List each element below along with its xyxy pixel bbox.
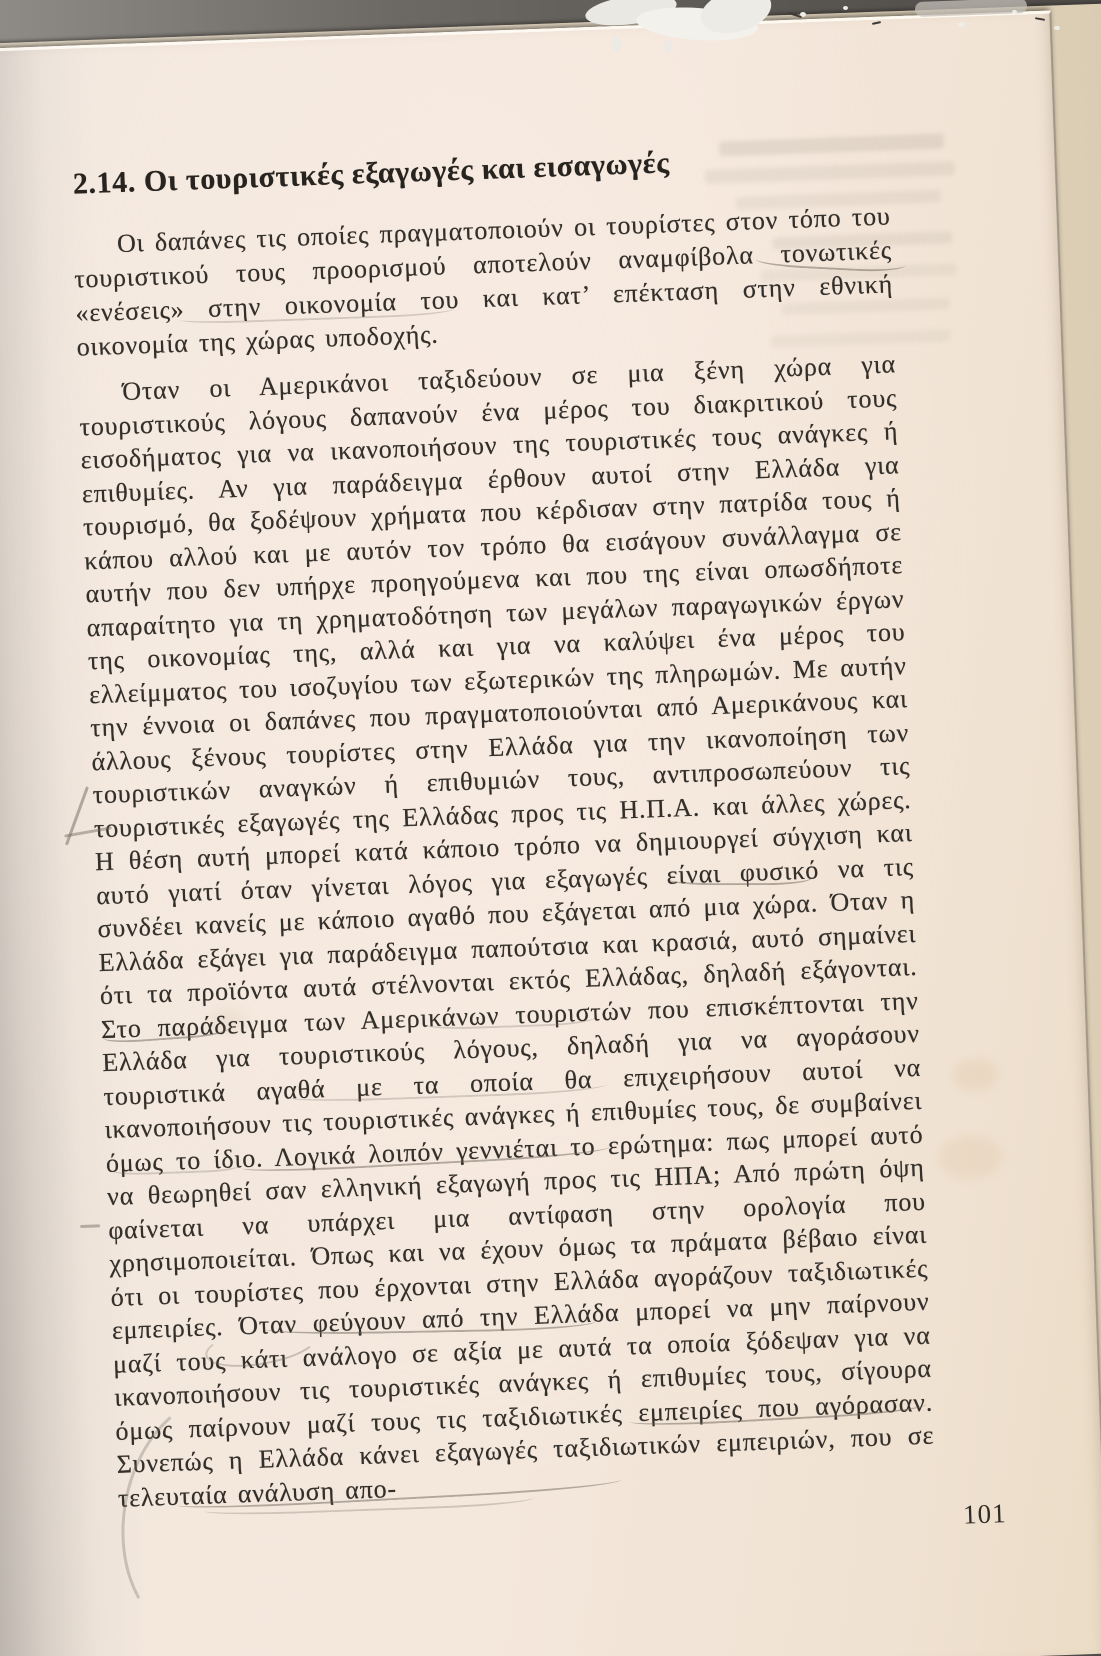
page-number: 101: [962, 1498, 1008, 1530]
paint-splatter-drip: [612, 36, 622, 52]
paint-speck: [1012, 10, 1017, 14]
paint-splatter-drip: [664, 40, 672, 53]
pencil-margin-dash: [80, 1224, 100, 1228]
paper-stain: [937, 1134, 1003, 1180]
text-column: [70, 137, 936, 1514]
paragraph: Οι δαπάνες τις οποίες πραγματοποιούν οι τουρίστες στον τόπο του τουριστικού τους προορισμού αποτελούν αναμφίβολα τονωτικές «ενέσεις» στην οικονομία του και κατ’ επέκταση στην εθνική οικονομία της χώρας υποδοχής.: [73, 201, 894, 362]
pencil-margin-cross: [65, 786, 89, 845]
paragraph: Όταν οι Αμερικάνοι ταξιδεύουν σε μια ξένη χώρα για τουριστικούς λόγους δαπανούν ένα μέρος του διακριτικού τους εισοδήματος για να ικανοποιήσουν της τουριστικές τους ανάγκες ή επιθυμίες. Αν για παράδειγμα έρθουν αυτοί στην Ελλάδα για τουρισμό, θα ξοδέψουν χρήματα που κέρδισαν στην πατρίδα τους ή κάπου αλλού και με αυτόν τον τρόπο θα εισάγουν συνάλλαγμα σε αυτήν που δεν υπήρχε προηγούμενα και που της είναι οπωσδήποτε απαραίτητο για τη χρηματοδότηση των μεγάλων παραγωγικών έργων της οικονομίας της, αλλά και για να καλύψει ένα μέρος του ελλείμματος του ισοζυγίου των εξωτερικών της πληρωμών. Με αυτήν την έννοια οι δαπάνες που πραγματοποιούνται από Αμερικάνους και άλλους ξένους τουρίστες στην Ελλάδα για την ικανοποίηση των τουριστικών αναγκών ή επιθυμιών τους, αντιπροσωπεύουν τις τουριστικές εξαγωγές της Ελλάδας προς τις Η.Π.Α. και άλλες χώρες. Η θέση αυτή μπορεί κατά κάποιο τρόπο να δημιουργεί σύγχιση και αυτό γιατί όταν γίνεται λόγος για εξαγωγές είναι φυσικό να τις συνδέει κανείς με κάποιο αγαθό που εξάγεται από μια χώρα. Όταν η Ελλάδα εξάγει για παράδειγμα παπούτσια και κρασιά, αυτό σημαίνει ότι τα προϊόντα αυτά στέλνονται εκτός Ελλάδας, δηλαδή εξάγονται. Στο παράδειγμα των Αμερικάνων τουριστών που επισκέπτονται την Ελλάδα για τουριστικούς λόγους, δηλαδή για να αγοράσουν τουριστικά αγαθά με τα οποία θα επιχειρήσουν αυτοί να ικανοποιήσουν τις τουριστικές ανάγκες ή επιθυμίες τους, δε συμβαίνει όμως το ίδιο. Λογικά λοιπόν γεννιέται το ερώτημα: πως μπορεί αυτό να θεωρηθεί σαν ελληνική εξαγωγή προς τις ΗΠΑ; Από πρώτη όψη φαίνεται να υπάρχει μια αντίφαση στην ορολογία που χρησιμοποιείται. Όπως και να έχουν όμως τα πράματα βέβαιο είναι ότι οι τουρίστες που έρχονται στην Ελλάδα αγοράζουν ταξιδιωτικές εμπειρίες. Όταν φεύγουν από την Ελλάδα μπορεί να μην παίρνουν μαζί τους κάτι ανάλογο σε αξία με αυτά τα οποία ξόδεψαν για να ικανοποιήσουν τις τουριστικές ανάγκες ή επιθυμίες τους, σίγουρα όμως παίρνουν μαζί τους τις ταξιδιωτικές εμπειρίες που αγόρασαν. Συνεπώς η Ελλάδα κάνει εξαγωγές ταξιδιωτικών εμπειριών, που σε τελευταία ανάλυση απο-: [79, 349, 935, 1513]
section-heading: 2.14. Οι τουριστικές εξαγωγές και εισαγωγές: [72, 146, 670, 201]
book-page: [0, 11, 1101, 1656]
paint-speck: [958, 22, 965, 27]
paper-stain: [952, 1058, 999, 1092]
paint-speck: [1054, 26, 1060, 30]
paint-speck: [843, 6, 848, 10]
